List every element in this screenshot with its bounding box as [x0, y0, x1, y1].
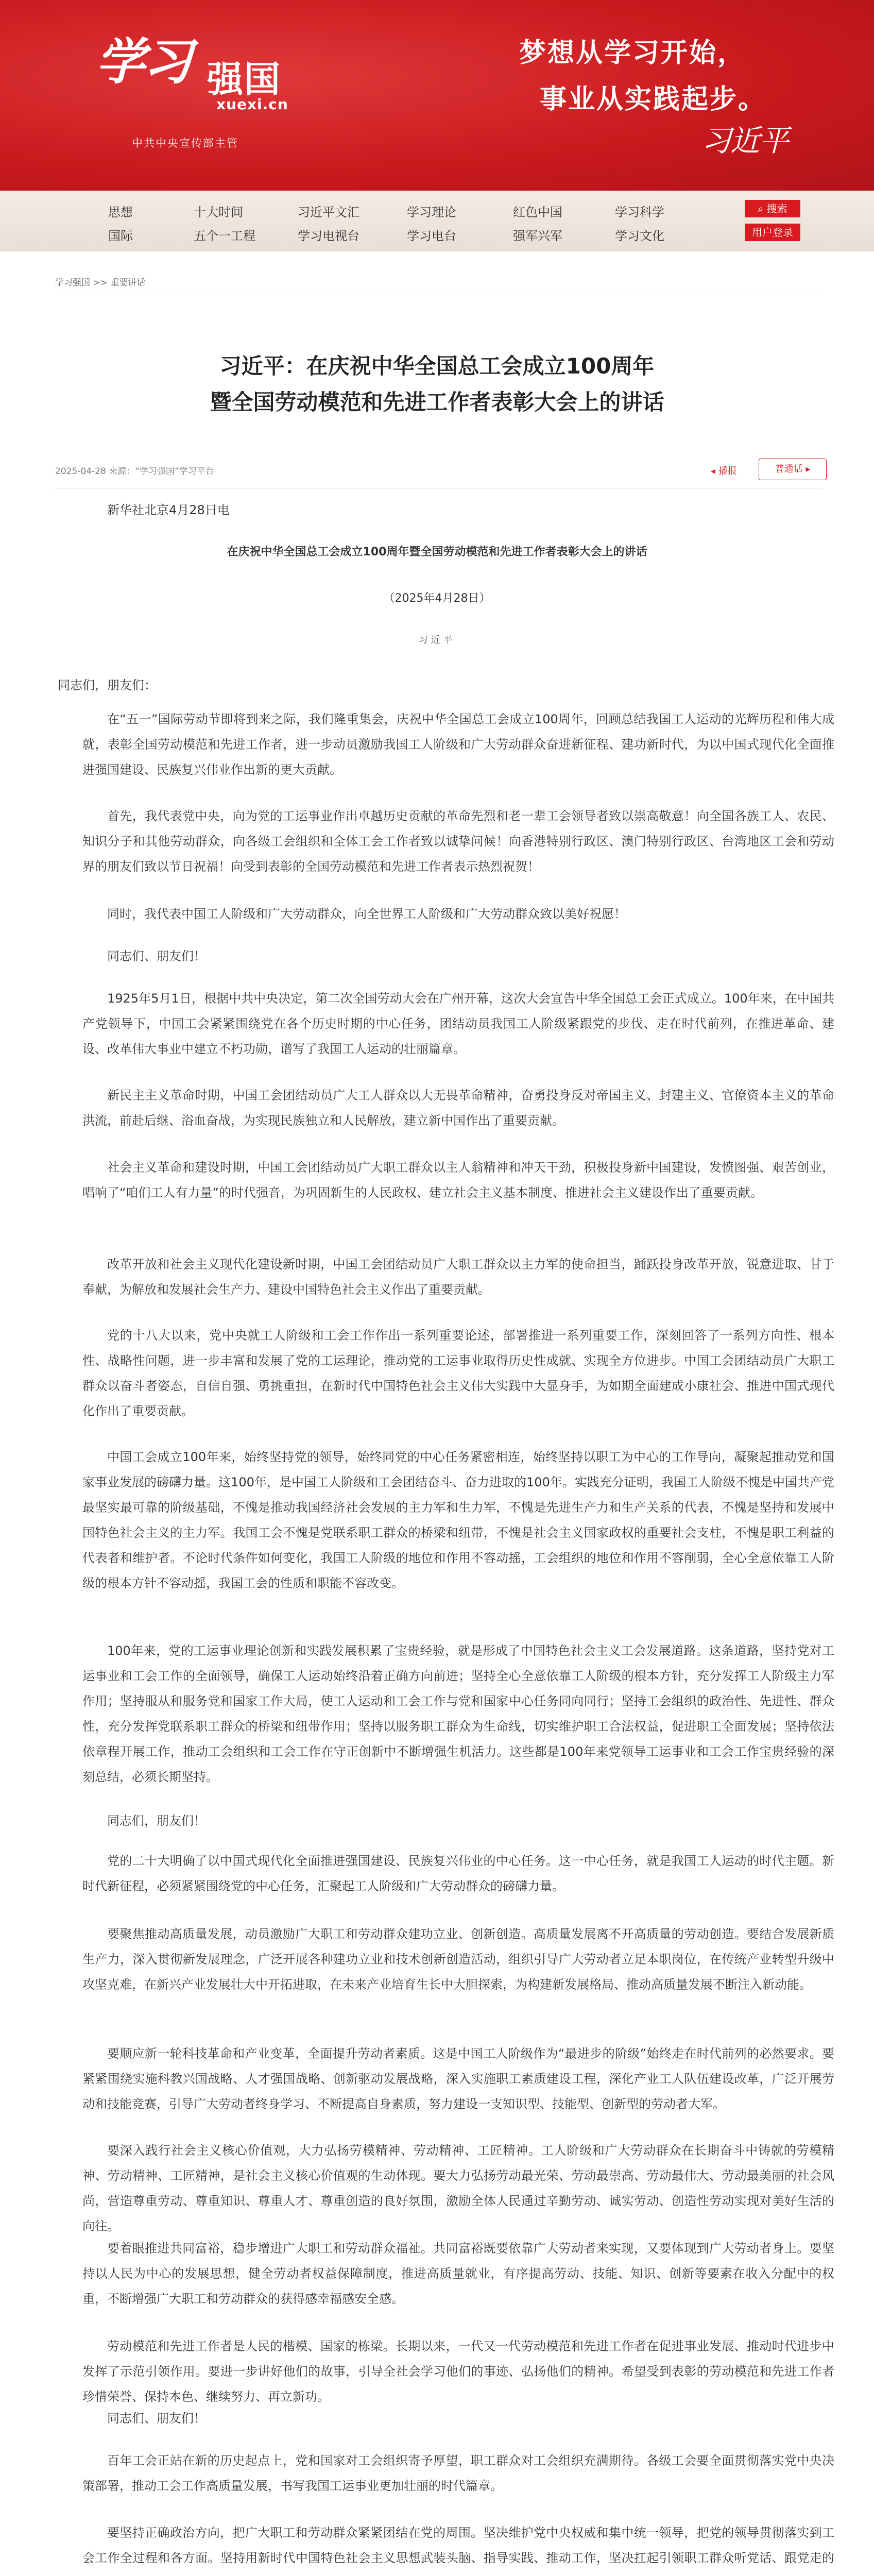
nav-item[interactable]: 学习电台: [407, 229, 456, 243]
paragraph: 新民主主义革命时期，中国工会团结动员广大工人群众以大无畏革命精神，奋勇投身反对帝国主义、封建主义、官僚资本主义的革命洪流，前赴后继、浴血奋战，为实现民族独立和人民解放，建立新中国作出了重要贡献。: [82, 1088, 834, 1128]
speech-author: 习近平: [418, 635, 456, 646]
paragraph: 要坚持正确政治方向，把广大职工和劳动群众紧紧团结在党的周围。坚决维护党中央权威和集中统一领导，把党的领导贯彻落实到工会工作全过程和各方面。坚持用新时代中国特色社会主义思想武装头脑、指导实践、推动工作，坚决扛起引领职工群众听党话、跟党走的: [82, 2526, 834, 2565]
paragraph: 同志们、朋友们！: [107, 2411, 206, 2426]
signature: 习近平: [701, 123, 789, 158]
paragraph: 要聚焦推动高质量发展，动员激励广大职工和劳动群众建功立业、创新创造。高质量发展离不开高质量的劳动创造。要结合发展新质生产力，深入贯彻新发展理念，广泛开展各种建功立业和技术创新创造活动，组织引导广大劳动者立足本职岗位，在传统产业转型升级中攻坚克难，在新兴产业发展壮大中开拓进取，在未来产业培育生长中大胆探索，为构建新发展格局、推动高质量发展不断注入新动能。: [82, 1927, 834, 1992]
nav-item[interactable]: 习近平文汇: [298, 205, 359, 219]
paragraph: 党的十八大以来，党中央就工人阶级和工会工作作出一系列重要论述，部署推进一系列重要工作，深刻回答了一系列方向性、根本性、战略性问题，进一步丰富和发展了党的工运理论，推动党的工运事业取得历史性成就、实现全方位进步。中国工会团结动员广大职工群众以奋斗者姿态，自信自强、勇挑重担，在新时代中国特色社会主义伟大实践中大显身手，为如期全面建成小康社会、推进中国式现代化作出了重要贡献。: [82, 1328, 834, 1418]
slogan-line-2: 事业从实践起步。: [540, 84, 767, 115]
site-logo-text[interactable]: 强国: [207, 58, 281, 100]
site-subtitle: 中共中央宣传部主管: [132, 137, 238, 149]
nav-item[interactable]: 强军兴军: [513, 229, 562, 243]
broadcast-button[interactable]: ◂ 播报: [711, 466, 737, 477]
paragraph: 同志们、朋友们！: [107, 949, 206, 963]
paragraph: 100年来，党的工运事业理论创新和实践发展积累了宝贵经验，就是形成了中国特色社会主义工会发展道路。这条道路，坚持党对工运事业和工会工作的全面领导，确保工人运动始终沿着正确方向前进；坚持全心全意依靠工人阶级的根本方针，充分发挥工人阶级主力军作用；坚持服从和服务党和国家工作大局，使工人运动和工会工作与党和国家中心任务同向同行；坚持工会组织的政治性、先进性、群众性，充分发挥党联系职工群众的桥梁和纽带作用；坚持以服务职工群众为生命线，切实维护职工合法权益，促进职工全面发展；坚持依法依章程开展工作，推动工会组织和工会工作在守正创新中不断增强生机活力。这些都是100年来党领导工运事业和工会工作宝贵经验的深刻总结，必须长期坚持。: [82, 1643, 834, 1784]
paragraph: 首先，我代表党中央，向为党的工运事业作出卓越历史贡献的革命先烈和老一辈工会领导者致以崇高敬意！向全国各族工人、农民、知识分子和其他劳动群众，向各级工会组织和全体工会工作者致以诚挚问候！向香港特别行政区、澳门特别行政区、台湾地区工会和劳动界的朋友们致以节日祝福！向受到表彰的全国劳动模范和先进工作者表示热烈祝贺！: [82, 809, 834, 874]
speech-date: （2025年4月28日）: [383, 592, 491, 605]
article-subtitle: 在庆祝中华全国总工会成立100周年暨全国劳动模范和先进工作者表彰大会上的讲话: [227, 546, 647, 558]
slogan-line-1: 梦想从学习开始，: [519, 38, 746, 69]
nav-item[interactable]: 国际: [108, 229, 133, 243]
site-header: [0, 0, 874, 191]
paragraph: 百年工会正站在新的历史起点上，党和国家对工会组织寄予厚望，职工群众对工会组织充满期待。各级工会要全面贯彻落实党中央决策部署，推动工会工作高质量发展，书写我国工运事业更加壮丽的时代篇章。: [82, 2453, 834, 2493]
nav-item[interactable]: 红色中国: [513, 205, 562, 219]
nav-item[interactable]: 学习电视台: [298, 229, 359, 243]
nav-item[interactable]: 五个一工程: [194, 229, 255, 243]
paragraph: 要着眼推进共同富裕，稳步增进广大职工和劳动群众福祉。共同富裕既要依靠广大劳动者来实现，又要体现到广大劳动者身上。要坚持以人民为中心的发展思想，健全劳动者权益保障制度，推进高质量就业，有序提高劳动、技能、知识、创新等要素在收入分配中的权重，不断增强广大职工和劳动群众的获得感幸福感安全感。: [82, 2241, 834, 2306]
search-icon: ⌕: [758, 202, 767, 215]
main-nav: [0, 191, 874, 251]
dateline: 新华社北京4月28日电: [107, 503, 230, 517]
read-aloud-button[interactable]: 普通话 ▸: [759, 459, 827, 480]
paragraph: 1925年5月1日，根据中共中央决定，第二次全国劳动大会在广州开幕，这次大会宣告中华全国总工会正式成立。100年来，在中国共产党领导下，中国工会紧紧围绕党在各个历史时期的中心任务，团结动员我国工人阶级紧跟党的步伐、走在时代前列，在推进革命、建设、改革伟大事业中建立不朽功勋，谱写了我国工人运动的壮丽篇章。: [82, 991, 834, 1056]
site-domain: xuexi.cn: [216, 96, 288, 113]
paragraph: 中国工会成立100年来，始终坚持党的领导，始终同党的中心任务紧密相连，始终坚持以职工为中心的工作导向，凝聚起推动党和国家事业发展的磅礴力量。这100年，是中国工人阶级和工会团结奋斗、奋力进取的100年。实践充分证明，我国工人阶级不愧是中国共产党最坚实最可靠的阶级基础，不愧是推动我国经济社会发展的主力军和生力军，不愧是先进生产力和生产关系的代表，不愧是坚持和发展中国特色社会主义的主力军。我国工会不愧是党联系职工群众的桥梁和纽带，不愧是社会主义国家政权的重要社会支柱，不愧是职工利益的代表者和维护者。不论时代条件如何变化，我国工人阶级的地位和作用不容动摇，工会组织的地位和作用不容削弱，全心全意依靠工人阶级的根本方针不容动摇，我国工会的性质和职能不容改变。: [82, 1450, 834, 1590]
paragraph: 党的二十大明确了以中国式现代化全面推进强国建设、民族复兴伟业的中心任务。这一中心任务，就是我国工人运动的时代主题。新时代新征程，必须紧紧围绕党的中心任务，汇聚起工人阶级和广大劳动群众的磅礴力量。: [82, 1854, 834, 1893]
paragraph: 改革开放和社会主义现代化建设新时期，中国工会团结动员广大职工群众以主力军的使命担当，踊跃投身改革开放，锐意进取、甘于奉献，为解放和发展社会生产力、建设中国特色社会主义作出了重要贡献。: [82, 1257, 834, 1297]
divider: [54, 488, 821, 489]
nav-item[interactable]: 学习理论: [407, 205, 456, 219]
paragraph: 同时，我代表中国工人阶级和广大劳动群众，向全世界工人阶级和广大劳动群众致以美好祝愿！: [107, 907, 626, 921]
paragraph: 同志们，朋友们！: [107, 1814, 206, 1828]
article-meta: 2025-04-28 来源：“学习强国”学习平台: [55, 466, 214, 477]
nav-item[interactable]: 思想: [108, 205, 133, 219]
search-button-label: 搜索: [766, 202, 787, 215]
article-title-line-2: 暨全国劳动模范和先进工作者表彰大会上的讲话: [210, 389, 664, 415]
paragraph: 劳动模范和先进工作者是人民的楷模、国家的栋梁。长期以来，一代又一代劳动模范和先进工作者在促进事业发展、推动时代进步中发挥了示范引领作用。要进一步讲好他们的故事，引导全社会学习他们的事迹、弘扬他们的精神。希望受到表彰的劳动模范和先进工作者珍惜荣誉、保持本色、继续努力、再立新功。: [82, 2339, 834, 2404]
nav-item[interactable]: 十大时间: [194, 205, 243, 219]
article-title-line-1: 习近平：在庆祝中华全国总工会成立100周年: [219, 353, 655, 379]
paragraph: 社会主义革命和建设时期，中国工会团结动员广大职工群众以主人翁精神和冲天干劲，积极投身新中国建设，发愤图强、艰苦创业，唱响了“咱们工人有力量”的时代强音，为巩固新生的人民政权、建立社会主义基本制度、推进社会主义建设作出了重要贡献。: [82, 1160, 834, 1200]
paragraph: 在“五一”国际劳动节即将到来之际，我们隆重集会，庆祝中华全国总工会成立100周年，回顾总结我国工人运动的光辉历程和伟大成就，表彰全国劳动模范和先进工作者，进一步动员激励我国工人阶级和广大劳动群众奋进新征程、建功新时代，为以中国式现代化全面推进强国建设、民族复兴伟业作出新的更大贡献。: [82, 712, 834, 777]
nav-item[interactable]: 学习文化: [615, 229, 664, 243]
nav-item[interactable]: 学习科学: [615, 205, 664, 219]
login-button[interactable]: 用户登录: [745, 224, 800, 241]
paragraph: 要顺应新一轮科技革命和产业变革，全面提升劳动者素质。这是中国工人阶级作为“最进步的阶级”始终走在时代前列的必然要求。要紧紧围绕实施科教兴国战略、人才强国战略、创新驱动发展战略，深入实施职工素质建设工程，深化产业工人队伍建设改革，广泛开展劳动和技能竞赛，引导广大劳动者终身学习、不断提高自身素质，努力建设一支知识型、技能型、创新型的劳动者大军。: [82, 2046, 834, 2111]
search-button[interactable]: [745, 200, 800, 217]
paragraph: 要深入践行社会主义核心价值观，大力弘扬劳模精神、劳动精神、工匠精神。工人阶级和广大劳动群众在长期奋斗中铸就的劳模精神、劳动精神、工匠精神，是社会主义核心价值观的生动体现。要大力弘扬劳动最光荣、劳动最崇高、劳动最伟大、劳动最美丽的社会风尚，营造尊重劳动、尊重知识、尊重人才、尊重创造的良好氛围，激励全体人民通过辛勤劳动、诚实劳动、创造性劳动实现对美好生活的向往。: [82, 2143, 834, 2233]
site-logo[interactable]: 学习: [96, 32, 191, 91]
breadcrumb[interactable]: 学习强国 >> 重要讲话: [55, 278, 146, 288]
paragraph: 同志们，朋友们：: [58, 678, 157, 692]
